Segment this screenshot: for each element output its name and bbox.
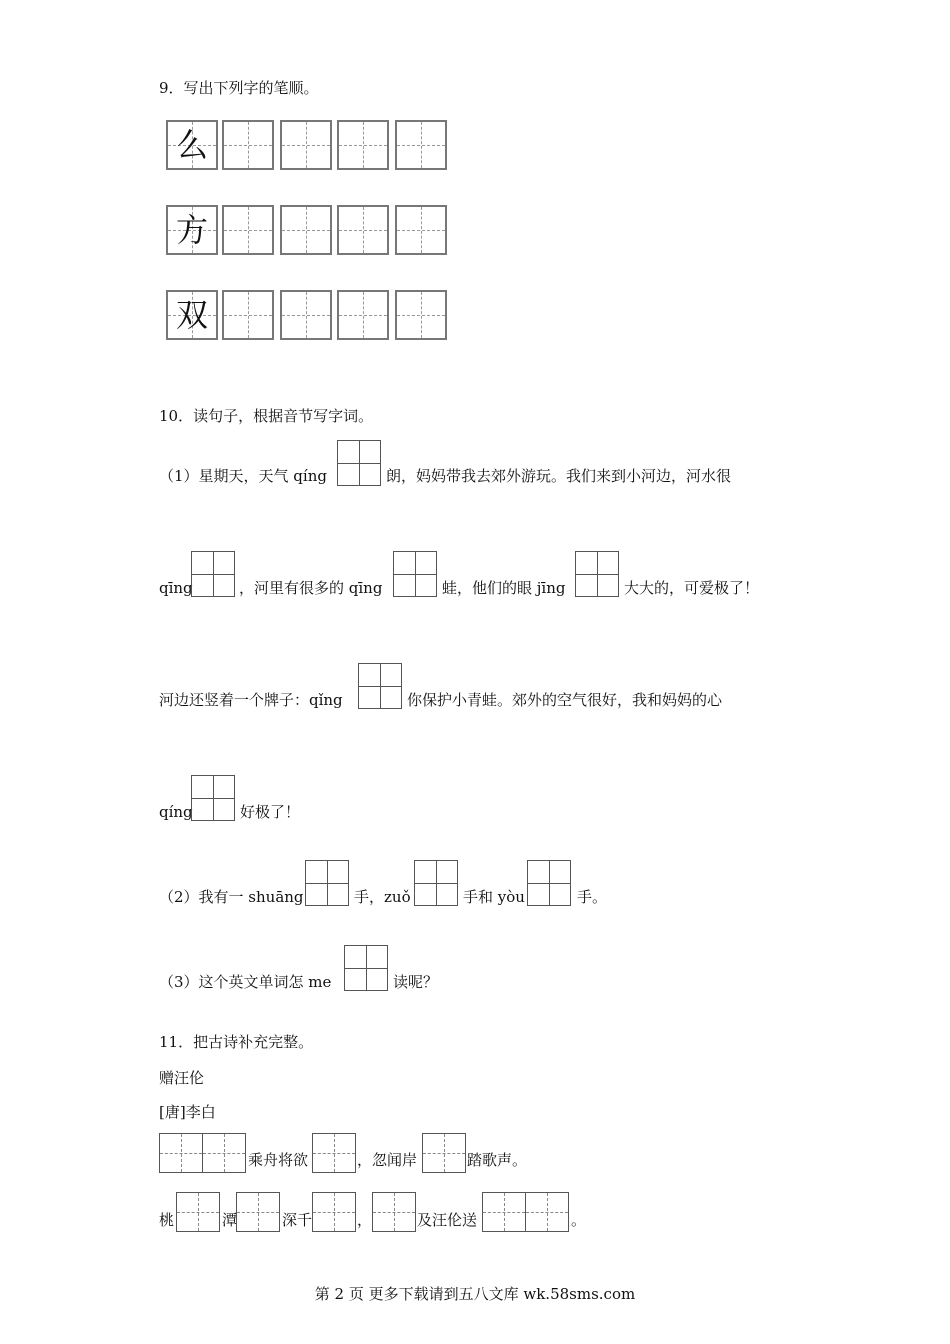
q10-p2-a: （2）我有一 shuāng — [159, 888, 304, 906]
q10-p1-f: 大大的，可爱极了！ — [624, 579, 760, 597]
poem-line1-c: 踏歌声。 — [467, 1151, 528, 1169]
poem-line2-f: 。 — [571, 1211, 587, 1229]
poem-line2-d: ， — [357, 1211, 373, 1229]
q10-p1-c: qīng — [159, 579, 193, 597]
stroke-cell[interactable] — [337, 120, 389, 170]
q10-p2-c: 手和 yòu — [463, 888, 525, 906]
stroke-cell[interactable] — [280, 205, 332, 255]
poem-blank[interactable] — [176, 1192, 220, 1232]
q10-p1-a: （1）星期天，天气 qíng — [159, 467, 327, 485]
q10-p1-h: 你保护小青蛙。郊外的空气很好，我和妈妈的心 — [407, 691, 723, 709]
poem-author: [唐]李白 — [159, 1103, 216, 1121]
q10-p1-j: 好极了！ — [240, 803, 301, 821]
q10-p3-a: （3）这个英文单词怎 me — [159, 973, 332, 991]
answer-box[interactable] — [344, 945, 388, 991]
poem-blank[interactable] — [312, 1133, 356, 1173]
stroke-cell[interactable] — [395, 205, 447, 255]
stroke-cell[interactable] — [222, 290, 274, 340]
stroke-cell[interactable] — [222, 205, 274, 255]
q10-p2-b: 手，zuǒ — [354, 888, 411, 906]
stroke-cell[interactable] — [280, 290, 332, 340]
char-cell — [166, 205, 218, 255]
poem-blank[interactable] — [312, 1192, 356, 1232]
given-char: 方 — [175, 211, 208, 249]
stroke-cell[interactable] — [280, 120, 332, 170]
poem-line1-a: 乘舟将欲 — [248, 1151, 309, 1169]
q10-p1-d: ，河里有很多的 qīng — [239, 579, 383, 597]
poem-line2-e: 及汪伦送 — [417, 1211, 478, 1229]
answer-box[interactable] — [305, 860, 349, 906]
poem-title: 赠汪伦 — [159, 1069, 205, 1087]
poem-blank[interactable] — [159, 1133, 203, 1173]
q10-title: 10．读句子，根据音节写字词。 — [159, 407, 374, 425]
page-footer: 第 2 页 更多下载请到五八文库 wk.58sms.com — [314, 1285, 636, 1303]
stroke-cell[interactable] — [337, 290, 389, 340]
q11-title: 11．把古诗补充完整。 — [159, 1033, 314, 1051]
poem-blank[interactable] — [236, 1192, 280, 1232]
poem-blank[interactable] — [202, 1133, 246, 1173]
q10-p1-b: 朗，妈妈带我去郊外游玩。我们来到小河边，河水很 — [386, 467, 732, 485]
stroke-cell[interactable] — [395, 290, 447, 340]
poem-line1-b: ，忽闻岸 — [357, 1151, 418, 1169]
poem-blank[interactable] — [525, 1192, 569, 1232]
answer-box[interactable] — [191, 775, 235, 821]
poem-blank[interactable] — [482, 1192, 526, 1232]
answer-box[interactable] — [358, 663, 402, 709]
answer-box[interactable] — [337, 440, 381, 486]
poem-line2-b: 潭 — [222, 1211, 238, 1229]
poem-line2-c: 深千 — [282, 1211, 313, 1229]
q10-p3-b: 读呢？ — [393, 973, 439, 991]
char-cell — [166, 290, 218, 340]
answer-box[interactable] — [575, 551, 619, 597]
answer-box[interactable] — [393, 551, 437, 597]
poem-blank[interactable] — [422, 1133, 466, 1173]
stroke-cell[interactable] — [395, 120, 447, 170]
stroke-cell[interactable] — [337, 205, 389, 255]
q9-title: 9．写出下列字的笔顺。 — [159, 79, 319, 97]
given-char: 么 — [175, 126, 208, 164]
given-char: 双 — [175, 296, 208, 334]
stroke-cell[interactable] — [222, 120, 274, 170]
poem-blank[interactable] — [372, 1192, 416, 1232]
q10-p1-e: 蛙，他们的眼 jīng — [442, 579, 566, 597]
answer-box[interactable] — [527, 860, 571, 906]
answer-box[interactable] — [414, 860, 458, 906]
q10-p1-g: 河边还竖着一个牌子：qǐng — [159, 691, 343, 709]
q10-p2-d: 手。 — [577, 888, 608, 906]
char-cell — [166, 120, 218, 170]
poem-line2-a: 桃 — [159, 1211, 175, 1229]
q10-p1-i: qíng — [159, 803, 193, 821]
answer-box[interactable] — [191, 551, 235, 597]
